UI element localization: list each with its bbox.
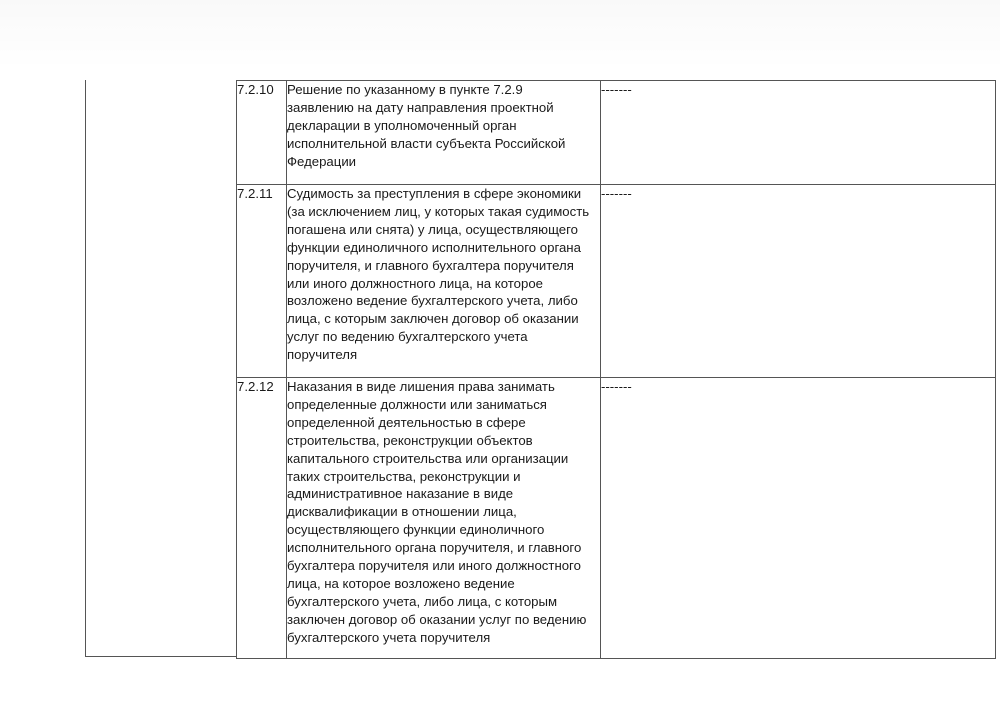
description-line: бухгалтерского учета поручителя [287, 629, 491, 645]
description-line: Судимость за преступления в сфере экономики [287, 186, 582, 201]
disclosure-table [236, 80, 996, 659]
description-line: определенные должности или заниматься [287, 396, 547, 412]
description-line: исполнительной власти субъекта Российской [287, 135, 566, 151]
description-line: Федерации [287, 153, 357, 169]
description-line: возложено ведение бухгалтерского учета, либо [287, 293, 578, 309]
item-value: ------- [601, 81, 996, 185]
description-line: Решение по указанному в пункте 7.2.9 [287, 82, 523, 97]
description-line: лица, на которое возложено ведение [287, 575, 515, 591]
description-line: декларации в уполномоченный орган [287, 117, 517, 133]
item-number: 7.2.11 [237, 185, 287, 378]
description-line: (за исключением лиц, у которых такая судимость [287, 203, 590, 219]
description-line: определенной деятельностью в сфере [287, 414, 526, 430]
description-line: заключен договор об оказании услуг по ведению [287, 611, 587, 627]
scan-shadow [0, 0, 1000, 70]
description-line: административное наказание в виде [287, 486, 514, 502]
description-line: поручителя, и главного бухгалтера поручителя [287, 257, 574, 273]
description-line: осуществляющего функции единоличного [287, 522, 545, 538]
item-description [287, 378, 601, 659]
item-description [287, 185, 601, 378]
description-line: исполнительного органа поручителя, и главного [287, 540, 582, 556]
outer-table-left-border [85, 80, 86, 656]
table-row [237, 185, 996, 378]
description-line: бухгалтерского учета, либо лица, с которым [287, 593, 558, 609]
description-line: услуг по ведению бухгалтерского учета [287, 329, 528, 345]
description-line: функции единоличного исполнительного органа [287, 239, 581, 255]
description-line: капитального строительства или организации [287, 450, 569, 466]
item-number: 7.2.10 [237, 81, 287, 185]
item-number: 7.2.12 [237, 378, 287, 659]
description-line: погашена или снята) у лица, осуществляющего [287, 221, 578, 237]
description-line: дисквалификации в отношении лица, [287, 504, 517, 520]
item-value: ------- [601, 378, 996, 659]
description-line: поручителя [287, 347, 358, 363]
description-line: Наказания в виде лишения права занимать [287, 379, 555, 394]
description-line: заявлению на дату направления проектной [287, 99, 554, 115]
description-line: лица, с которым заключен договор об оказании [287, 311, 579, 327]
table-row [237, 81, 996, 185]
outer-table-bottom-border [85, 656, 236, 657]
description-line: строительства, реконструкции объектов [287, 432, 533, 448]
table-row [237, 378, 996, 659]
item-value: ------- [601, 185, 996, 378]
description-line: бухгалтера поручителя или иного должностного [287, 558, 581, 574]
description-line: таких строительства, реконструкции и [287, 468, 521, 484]
item-description [287, 81, 601, 185]
description-line: или иного должностного лица, на которое [287, 275, 543, 291]
